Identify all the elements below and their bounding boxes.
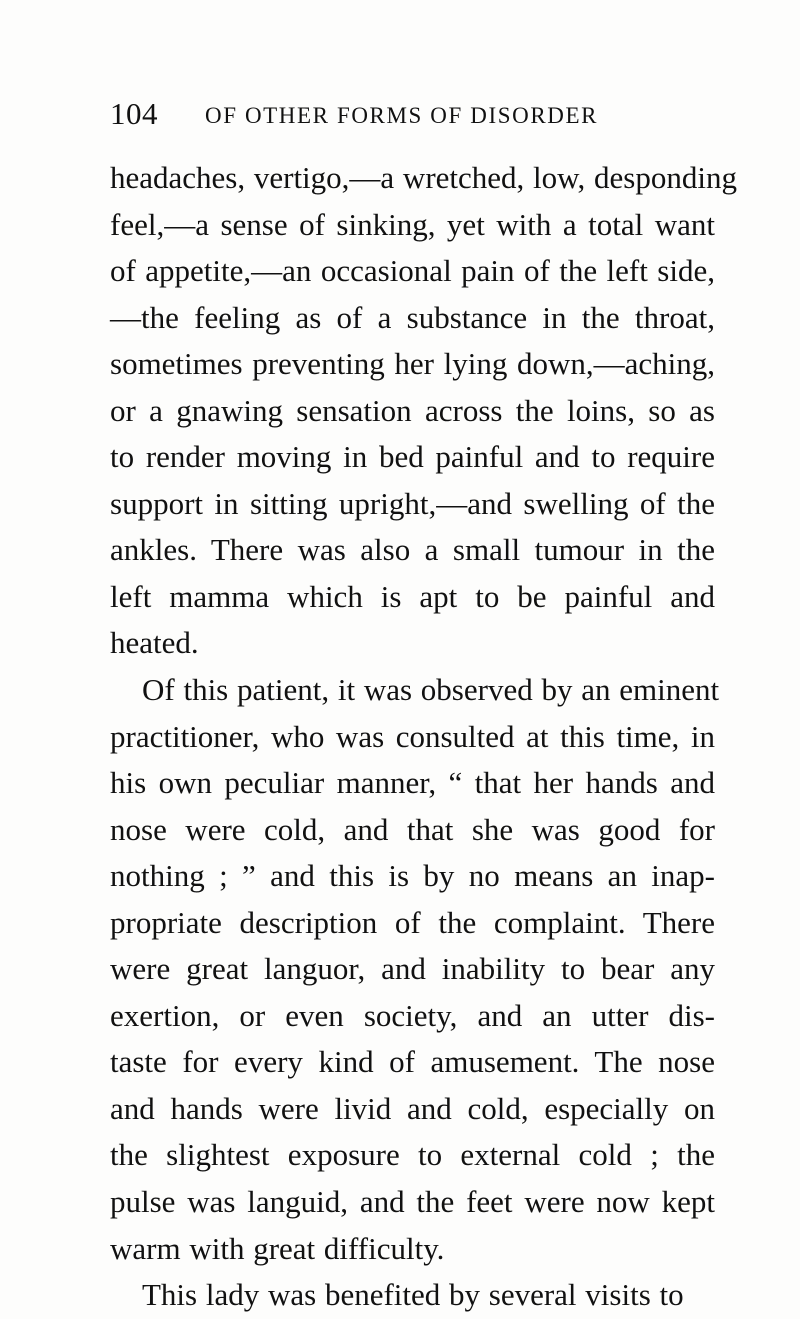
- text-line: the slightest exposure to external cold ; the: [110, 1137, 715, 1173]
- text-line: Of this patient, it was observed by an eminent: [142, 672, 720, 708]
- text-line: propriate description of the complaint. There: [110, 904, 715, 940]
- text-line: taste for every kind of amusement. The nose: [110, 1044, 715, 1080]
- text-line: practitioner, who was consulted at this time, in: [110, 718, 715, 754]
- text-line: were great languor, and inability to bear any: [110, 951, 715, 987]
- text-line: warm with great difficulty.: [110, 1230, 445, 1266]
- text-line: left mamma which is apt to be painful and: [110, 578, 715, 614]
- text-line: nothing ; ” and this is by no means an inap-: [110, 858, 715, 894]
- text-line: and hands were livid and cold, especially on: [110, 1090, 715, 1126]
- text-line: ankles. There was also a small tumour in the: [110, 532, 715, 568]
- text-line: pulse was languid, and the feet were now kept: [110, 1184, 715, 1220]
- text-line: This lady was benefited by several visits to: [142, 1277, 684, 1313]
- text-line: headaches, vertigo,—a wretched, low, desponding: [110, 160, 737, 195]
- text-line: exertion, or even society, and an utter dis-: [110, 997, 715, 1033]
- text-line: nose were cold, and that she was good for: [110, 811, 715, 847]
- page-number: 104: [110, 96, 158, 131]
- body-text: [110, 155, 737, 1319]
- text-line: or a gnawing sensation across the loins, so as: [110, 392, 715, 428]
- text-line: heated.: [110, 625, 199, 661]
- running-head: OF OTHER FORMS OF DISORDER: [205, 103, 599, 128]
- text-line: feel,—a sense of sinking, yet with a total want: [110, 206, 715, 242]
- text-line: his own peculiar manner, “ that her hands and: [110, 765, 715, 801]
- text-line: sometimes preventing her lying down,—aching,: [110, 346, 715, 382]
- page-header: [110, 96, 710, 132]
- text-line: —the feeling as of a substance in the throat,: [110, 299, 715, 335]
- text-line: of appetite,—an occasional pain of the left side,: [110, 253, 715, 289]
- text-line: to render moving in bed painful and to require: [110, 439, 715, 475]
- text-line: support in sitting upright,—and swelling of the: [110, 485, 715, 521]
